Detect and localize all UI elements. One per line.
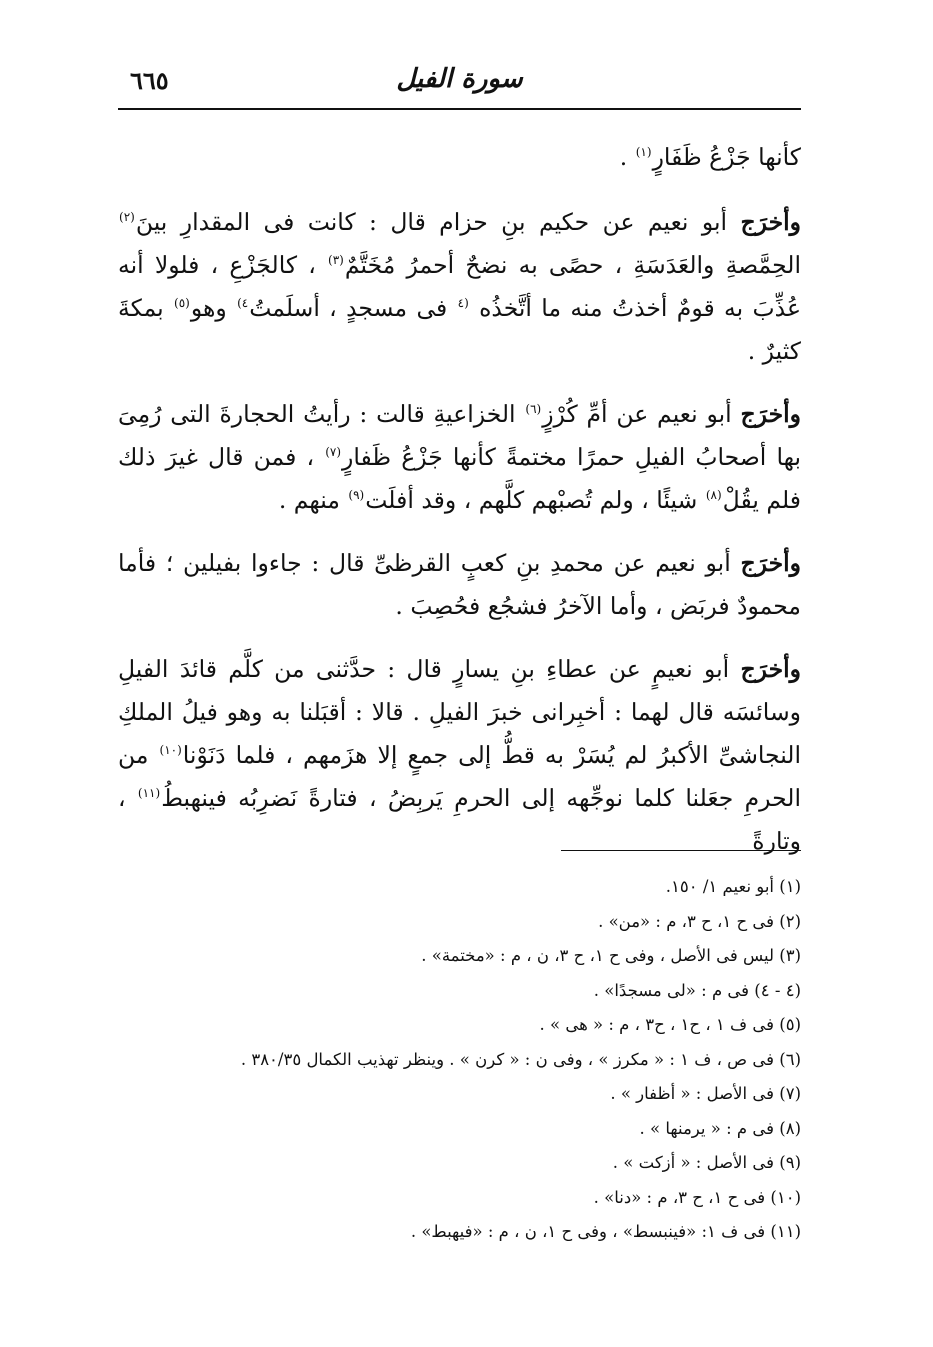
- text-segment: أبو نعيم عن محمدِ بنِ كعبٍ القرظىِّ قال : جاءوا بفيلين ؛ فأما محمودٌ فربَض ، وأما الآخرُ فشجُع فحُصِبَ .: [118, 549, 801, 620]
- running-title: سورة الفيل: [396, 64, 523, 94]
- footnote-marker[interactable]: (٣): [328, 253, 344, 268]
- text-segment: أبو نعيم عن حكيم بنِ حزام قال : كانت فى المقدارِ بينَ: [135, 208, 741, 236]
- footnote-item: (٣) ليس فى الأصل ، وفى ح ١، ح ٣، ن ، م : «مختمة» .: [421, 946, 801, 965]
- footnote-item: (١١) فى ف ١: «فينبسط» ، وفى ح ١، ن ، م : «فيهبط» .: [410, 1222, 801, 1241]
- paragraph: [118, 648, 801, 863]
- footnote-marker[interactable]: (٦): [525, 402, 542, 417]
- footnote-marker[interactable]: (١١): [137, 786, 161, 801]
- footnote-marker[interactable]: (٥): [174, 296, 190, 311]
- text-segment: الخزاعيةِ قالت : رأيتُ الحجارةَ التى رُمِىَ بها أصحابُ الفيلِ حمرًا مختمةً كأنها جَزْعُ ظَفارٍ: [118, 400, 801, 471]
- text-segment: ، كالجَزْعِ ، فلولا أنه عُذِّبَ به قومٌ أخذتُ منه ما أتَّخذُه: [118, 251, 801, 322]
- book-page: [118, 58, 801, 1298]
- footnote-divider: [561, 850, 801, 851]
- paragraph-lead-word: وأخرَج: [740, 655, 801, 683]
- footnote-item: (١) أبو نعيم ١/ ١٥٠.: [665, 877, 801, 896]
- main-text: [118, 136, 801, 863]
- footnote-marker[interactable]: (٧): [325, 445, 342, 460]
- paragraph: [118, 542, 801, 628]
- text-segment: الحِمَّصةِ والعَدَسَةِ ، حصًى به نضحٌ أحمرُ مُخَتَّمٌ: [344, 251, 801, 279]
- paragraph: [118, 201, 801, 373]
- text-segment: من الحرمِ جعَلنا كلما نوجِّهه إلى الحرمِ يَربِضُ ، فتارةً نَضرِبُه فينهبطُ: [118, 741, 801, 812]
- text-segment: ، فمن قال غيرَ ذلك فلم يقُلْ: [118, 443, 801, 514]
- footnote-item: (٥) فى ف ١ ، ح١ ، ح٣ ، م : « هى » .: [539, 1015, 801, 1034]
- page-number: ٦٦٥: [130, 66, 169, 95]
- footnote-marker[interactable]: (١): [635, 145, 652, 160]
- text-segment: بمكةَ كثيرٌ .: [118, 294, 801, 365]
- text-segment: كأنها جَزْعُ ظَفَارٍ: [652, 143, 801, 171]
- footnotes-list: [118, 870, 801, 1250]
- footnote-item: (١٠) فى ح ١، ح ٣، م : «دنا» .: [593, 1187, 801, 1207]
- footnote-item: (٩) فى الأصل : « أزكت » .: [612, 1153, 801, 1172]
- text-segment: فى مسجدٍ ، أسلَمتُ: [249, 294, 457, 322]
- footnote-item: (٧) فى الأصل : « أظفار » .: [610, 1084, 801, 1103]
- footnote-item: (٦) فى ص ، ف ١ : « مكرز » ، وفى ن : « كرن » . وينظر تهذيب الكمال ٣٨٠/٣٥ .: [240, 1049, 801, 1069]
- paragraph-lead-word: وأخرَج: [740, 549, 801, 577]
- paragraph-lead-word: وأخرَج: [740, 208, 801, 236]
- footnote-item: (٢) فى ح ١، ح ٣، م : «من» .: [598, 911, 801, 931]
- footnote-item: (٨) فى م : « يرمنها » .: [639, 1118, 801, 1138]
- text-segment: أبو نعيم عن أمِّ كُرْزٍ: [542, 400, 741, 428]
- footnote-marker[interactable]: (٩): [348, 488, 365, 503]
- footnote-marker[interactable]: (٤: [457, 296, 469, 311]
- footnote-marker[interactable]: (٨): [705, 488, 722, 503]
- page-header: [118, 58, 801, 110]
- text-segment: .: [619, 143, 635, 171]
- footnote-marker[interactable]: ٤): [237, 296, 249, 311]
- footnote-marker[interactable]: (٢): [119, 210, 135, 225]
- footnote-marker[interactable]: (١٠): [159, 743, 182, 758]
- paragraph: [118, 136, 801, 179]
- paragraph-lead-word: وأخرَج: [740, 400, 801, 428]
- footnote-item: (٤ - ٤) فى م : «لى مسجدًا» .: [593, 980, 801, 1000]
- text-segment: وهو: [190, 294, 237, 322]
- text-segment: ، وتارةً: [118, 784, 801, 855]
- text-segment: أبو نعيمٍ عن عطاءِ بنِ يسارٍ قال : حدَّثنى من كلَّم قائدَ الفيلِ وسائسَه قال لهما : أخبِرانى خبرَ الفيلِ . قالا : أقبَلنا به وهو فيلُ الملكِ النجاشىِّ الأكبرُ لم يُسَرْ به قطُّ إلى جمعٍ إلا هزَمهم ، فلما دَنَوْنا: [118, 655, 801, 769]
- paragraph: [118, 393, 801, 522]
- text-segment: منهم .: [278, 486, 348, 514]
- text-segment: شيئًا ، ولم تُصبْهم كلَّهم ، وقد أفلَت: [365, 486, 705, 514]
